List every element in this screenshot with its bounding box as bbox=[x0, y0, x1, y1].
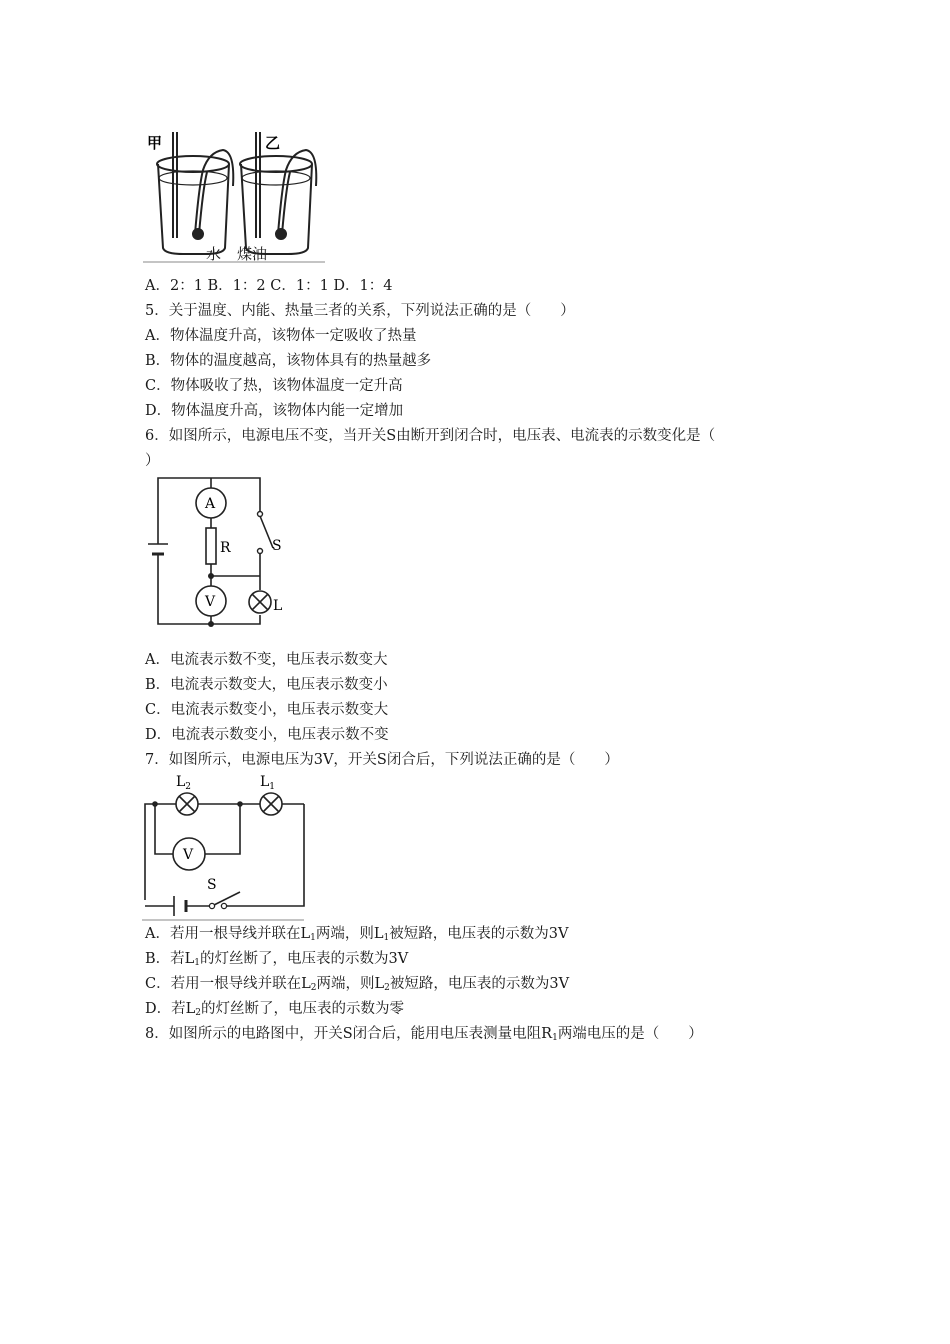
q6-option-b: B．电流表示数变大，电压表示数变小 bbox=[145, 677, 388, 693]
q6-lamp-label: L bbox=[273, 598, 283, 614]
q5-option-a: A．物体温度升高，该物体一定吸收了热量 bbox=[145, 328, 417, 344]
q6-circuit-figure bbox=[145, 472, 295, 632]
q5-option-c: C．物体吸收了热，该物体温度一定升高 bbox=[145, 378, 403, 394]
q6-stem-line1: 6．如图所示，电源电压不变，当开关S由断开到闭合时，电压表、电流表的示数变化是（ bbox=[145, 428, 716, 444]
beaker-water bbox=[157, 132, 233, 254]
q7-lamp2-label: $L_2$ bbox=[176, 774, 192, 792]
q7-voltmeter bbox=[173, 838, 205, 870]
q7-lamp1-label: $L_1$ bbox=[260, 774, 276, 792]
beaker-caption-left: 水 bbox=[206, 245, 222, 263]
q4-options: A．2：1 B．1：2 C．1：1 D．1：4 bbox=[145, 278, 393, 294]
q6-option-d: D．电流表示数变小，电压表示数不变 bbox=[145, 727, 389, 743]
q5-option-d: D．物体温度升高，该物体内能一定增加 bbox=[145, 403, 404, 419]
q7-voltmeter-label: V bbox=[183, 847, 194, 863]
q6-voltmeter-label: V bbox=[205, 594, 216, 610]
q6-ammeter-label: A bbox=[205, 496, 216, 512]
q7-lamp1 bbox=[260, 793, 282, 815]
beaker-figure bbox=[143, 126, 328, 266]
beaker-label-left: 甲 bbox=[147, 134, 163, 152]
q7-option-a: A．若用一根导线并联在$L_1$两端，则$L_1$被短路，电压表的示数为3V bbox=[145, 926, 569, 943]
q6-ammeter bbox=[196, 488, 226, 518]
q5-option-b: B．物体的温度越高，该物体具有的热量越多 bbox=[145, 353, 432, 369]
q6-resistor-label: R bbox=[220, 540, 231, 556]
q6-switch-label: S bbox=[272, 538, 282, 554]
beaker-caption-right: 煤油 bbox=[237, 245, 268, 263]
q7-option-c: C．若用一根导线并联在$L_2$两端，则$L_2$被短路，电压表的示数为3V bbox=[145, 976, 570, 993]
beaker-label-right: 乙 bbox=[265, 134, 281, 152]
q6-option-c: C．电流表示数变小，电压表示数变大 bbox=[145, 702, 389, 718]
q7-circuit-figure bbox=[142, 770, 310, 922]
q5-stem: 5．关于温度、内能、热量三者的关系，下列说法正确的是（ ） bbox=[145, 303, 575, 319]
q7-stem: 7．如图所示，电源电压为3V，开关S闭合后，下列说法正确的是（ ） bbox=[145, 752, 619, 768]
q8-stem: 8．如图所示的电路图中，开关S闭合后，能用电压表测量电阻$R_1$两端电压的是（ ） bbox=[145, 1026, 703, 1043]
q7-option-d: D．若$L_2$的灯丝断了，电压表的示数为零 bbox=[145, 1001, 404, 1018]
q7-option-b: B．若$L_1$的灯丝断了，电压表的示数为3V bbox=[145, 951, 409, 968]
q6-lamp bbox=[249, 591, 271, 613]
q6-stem-line2: ） bbox=[145, 453, 160, 469]
q6-voltmeter bbox=[196, 586, 226, 616]
q7-switch-label: S bbox=[207, 877, 217, 893]
q6-option-a: A．电流表示数不变，电压表示数变大 bbox=[145, 652, 388, 668]
q7-lamp2 bbox=[176, 793, 198, 815]
